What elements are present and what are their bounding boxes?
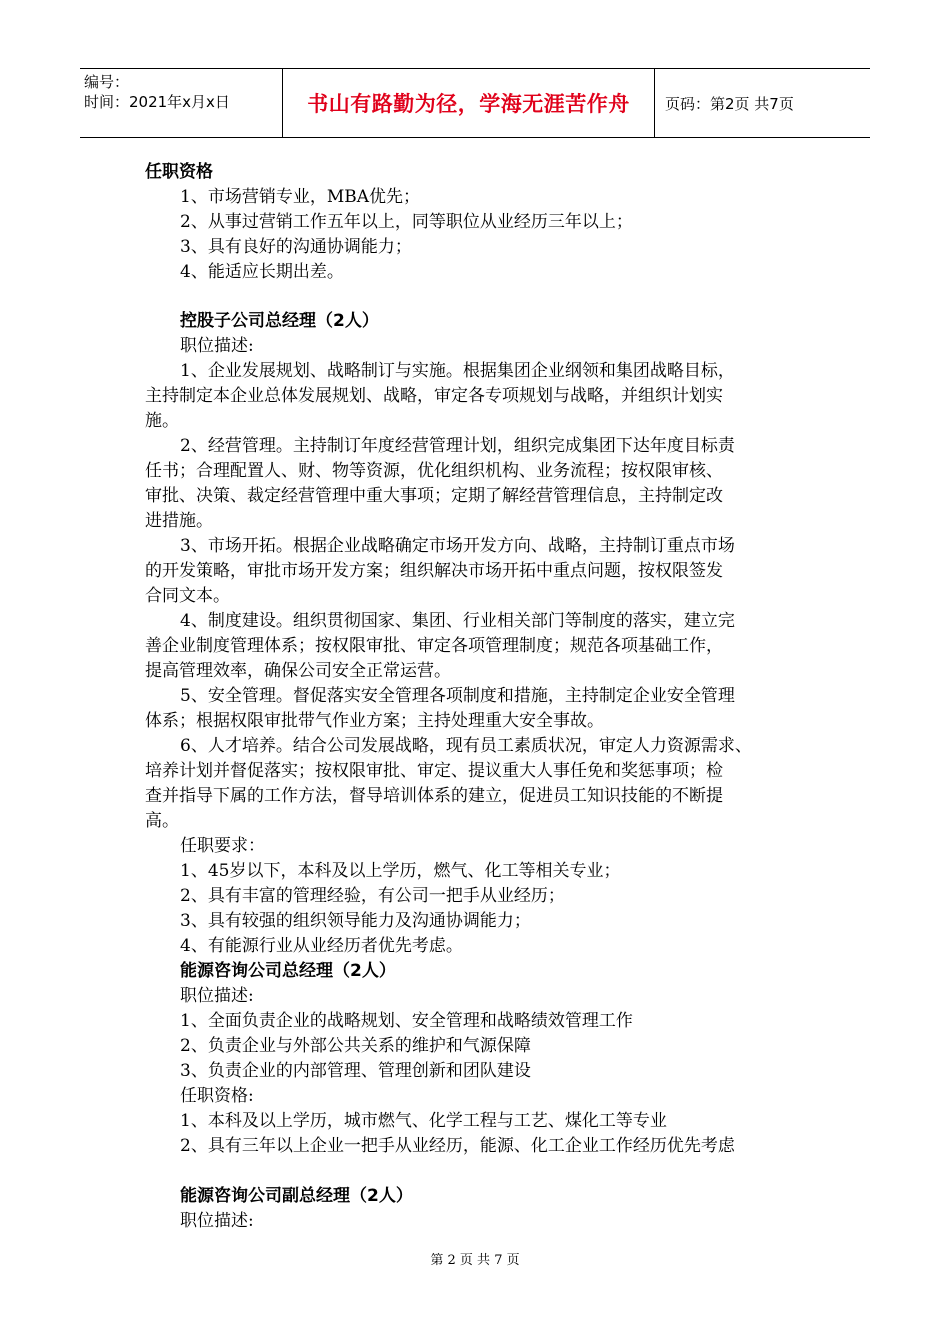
text-line: 5、安全管理。督促落实安全管理各项制度和措施，主持制定企业安全管理: [180, 686, 735, 706]
text-line: 1、市场营销专业，MBA优先；: [180, 187, 420, 207]
text-line: 合同文本。: [145, 586, 230, 606]
time-label: 时间：2021年x月x日: [84, 93, 230, 111]
page-header: [80, 68, 870, 138]
text-line: 1、全面负责企业的战略规划、安全管理和战略绩效管理工作: [180, 1011, 633, 1031]
heading-subsidiary-gm: 控股子公司总经理（2人）: [180, 311, 379, 331]
text-line: 任书；合理配置人、财、物等资源，优化组织机构、业务流程；按权限审核、: [145, 461, 723, 481]
text-line: 高。: [145, 811, 179, 831]
text-line: 施。: [145, 411, 179, 431]
text-line: 1、本科及以上学历，城市燃气、化学工程与工艺、煤化工等专业: [180, 1111, 667, 1131]
text-line: 4、能适应长期出差。: [180, 262, 344, 282]
text-line: 体系；根据权限审批带气作业方案；主持处理重大安全事故。: [145, 711, 604, 731]
text-line: 6、人才培养。结合公司发展战略，现有员工素质状况，审定人力资源需求、: [180, 736, 752, 756]
text-line: 2、具有丰富的管理经验，有公司一把手从业经历；: [180, 886, 565, 906]
text-line: 2、具有三年以上企业一把手从业经历，能源、化工企业工作经历优先考虑: [180, 1136, 735, 1156]
header-motto-cell: [282, 69, 655, 137]
text-line: 主持制定本企业总体发展规划、战略，审定各专项规划与战略，并组织计划实: [145, 386, 723, 406]
text-line: 2、从事过营销工作五年以上，同等职位从业经历三年以上；: [180, 212, 633, 232]
text-line: 培养计划并督促落实；按权限审批、审定、提议重大人事任免和奖惩事项；检: [145, 761, 723, 781]
text-line: 任职要求：: [180, 836, 265, 856]
motto: 书山有路勤为径，学海无涯苦作舟: [307, 92, 630, 116]
text-line: 职位描述:: [180, 1211, 254, 1231]
text-line: 3、具有较强的组织领导能力及沟通协调能力；: [180, 911, 531, 931]
text-line: 1、企业发展规划、战略制订与实施。根据集团企业纲领和集团战略目标，: [180, 361, 735, 381]
page-info: 页码：第2页 共7页: [665, 94, 794, 113]
text-line: 善企业制度管理体系；按权限审批、审定各项管理制度；规范各项基础工作，: [145, 636, 723, 656]
heading-consulting-gm: 能源咨询公司总经理（2人）: [180, 961, 396, 981]
text-line: 的开发策略，审批市场开发方案；组织解决市场开拓中重点问题，按权限签发: [145, 561, 723, 581]
text-line: 3、负责企业的内部管理、管理创新和团队建设: [180, 1061, 531, 1081]
text-line: 进措施。: [145, 511, 213, 531]
text-line: 职位描述:: [180, 336, 254, 356]
page-footer: 第 2 页 共 7 页: [430, 1253, 520, 1268]
text-line: 任职资格:: [180, 1086, 254, 1106]
text-line: 4、制度建设。组织贯彻国家、集团、行业相关部门等制度的落实，建立完: [180, 611, 735, 631]
text-line: 职位描述:: [180, 986, 254, 1006]
header-page-info: [655, 69, 870, 137]
text-line: 1、45岁以下，本科及以上学历，燃气、化工等相关专业；: [180, 861, 621, 881]
heading-consulting-deputy-gm: 能源咨询公司副总经理（2人）: [180, 1186, 413, 1206]
text-line: 4、有能源行业从业经历者优先考虑。: [180, 936, 463, 956]
text-line: 2、经营管理。主持制订年度经营管理计划，组织完成集团下达年度目标责: [180, 436, 735, 456]
text-line: 审批、决策、裁定经营管理中重大事项；定期了解经营管理信息，主持制定改: [145, 486, 723, 506]
text-line: 3、具有良好的沟通协调能力；: [180, 237, 412, 257]
header-meta: [80, 69, 282, 137]
heading-qualifications: 任职资格: [145, 162, 213, 182]
text-line: 查并指导下属的工作方法，督导培训体系的建立，促进员工知识技能的不断提: [145, 786, 723, 806]
text-line: 提高管理效率，确保公司安全正常运营。: [145, 661, 451, 681]
text-line: 2、负责企业与外部公共关系的维护和气源保障: [180, 1036, 531, 1056]
number-label: 编号：: [84, 73, 130, 91]
text-line: 3、市场开拓。根据企业战略确定市场开发方向、战略，主持制订重点市场: [180, 536, 735, 556]
